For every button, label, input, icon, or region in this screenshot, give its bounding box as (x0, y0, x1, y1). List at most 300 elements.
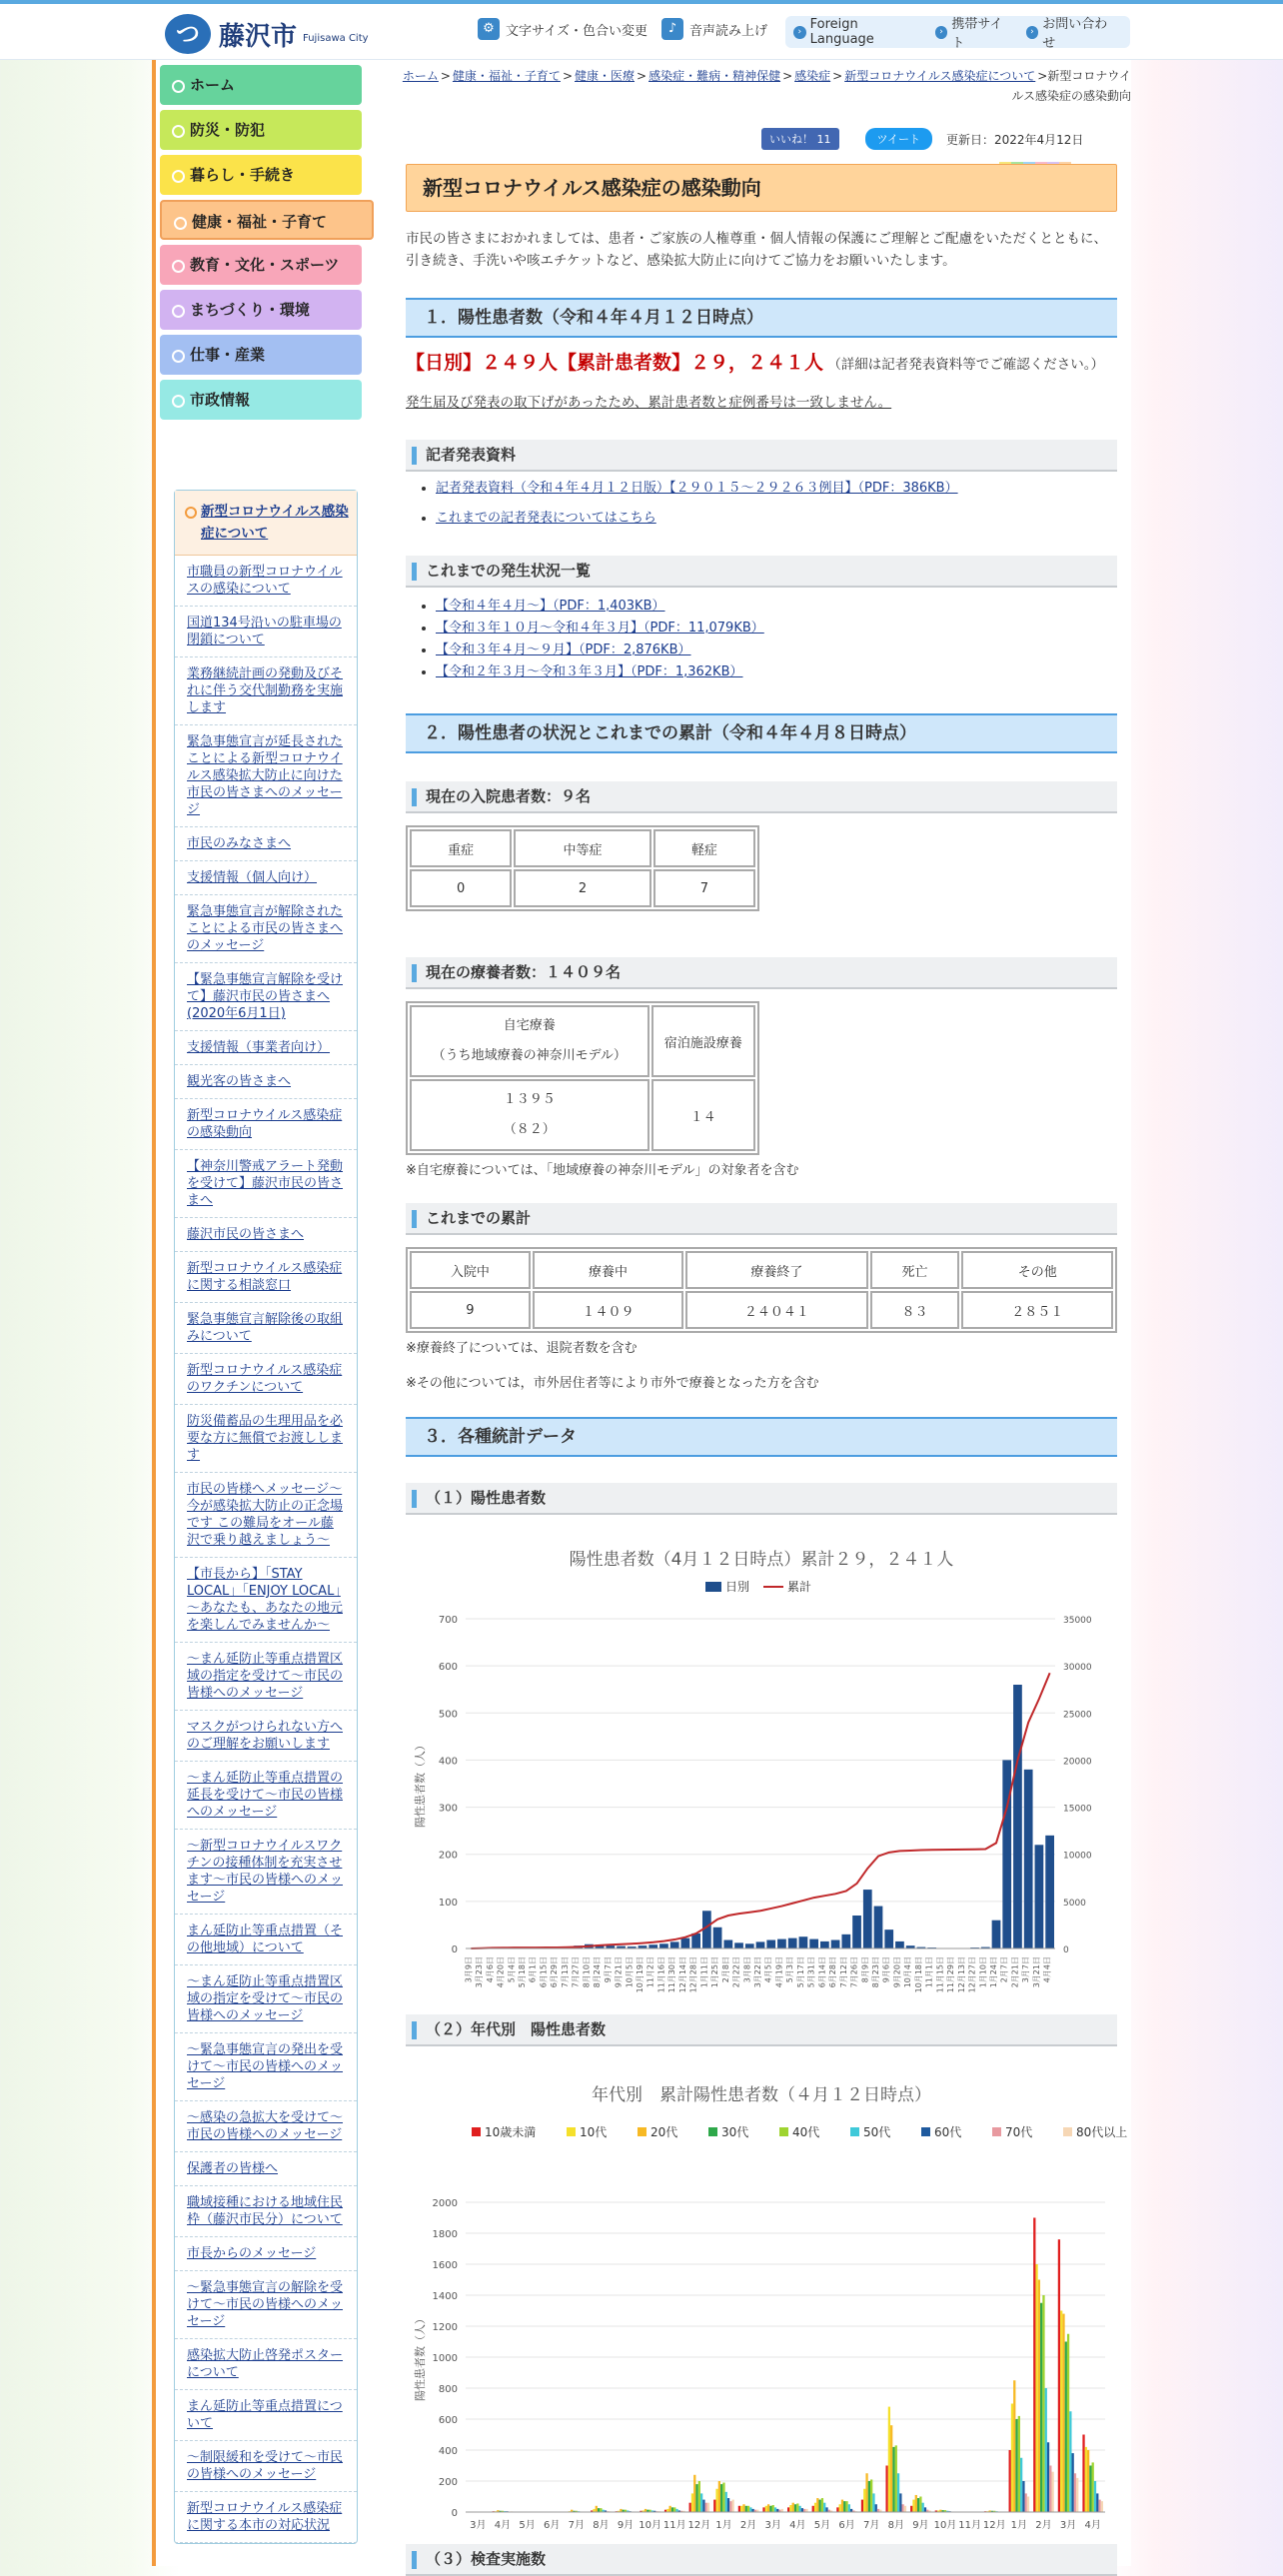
chevron-right-icon: › (793, 26, 806, 39)
daily-bar (831, 1940, 840, 1948)
table-row (410, 1005, 755, 1077)
age-bar (798, 2506, 800, 2512)
daily-bar (670, 1941, 679, 1948)
sub-nav-item[interactable]: 新型コロナウイルス感染症に関する相談窓口 (175, 1252, 357, 1303)
y2-tick-label: 5000 (1063, 1899, 1086, 1909)
sub-nav-item[interactable]: 支援情報（個人向け） (175, 861, 357, 895)
x-tick-label: 1月24日 (989, 1956, 998, 1987)
age-bar (707, 2503, 709, 2512)
x-tick-label: 5月 (814, 2519, 830, 2531)
legend-label: 70代 (1005, 2125, 1032, 2139)
age-bar (1085, 2447, 1087, 2512)
age-bar (1045, 2388, 1047, 2512)
home-care-note: ※自宅療養については、「地域療養の神奈川モデル」の対象者を含む (406, 1159, 798, 1178)
sub-nav-item[interactable]: 【市長から】「STAY LOCAL」「ENJOY LOCAL」～あなたも、あなたの地元を楽しんでみませんか～ (175, 1558, 357, 1643)
x-tick-label: 1月11日 (699, 1956, 708, 1987)
sub-nav-item[interactable]: 新型コロナウイルス感染症の感染動向 (175, 1099, 357, 1150)
speaker-icon: ♪ (661, 18, 683, 40)
sub-nav-item[interactable]: まん延防止等重点措置について (175, 2390, 357, 2441)
x-tick-label: 3月7日 (1021, 1956, 1030, 1982)
age-bar (1047, 2442, 1049, 2512)
x-tick-label: 8月9日 (860, 1956, 869, 1982)
table-header: 重症 (410, 829, 512, 867)
age-bar (821, 2498, 823, 2512)
x-tick-label: 4月 (495, 2519, 511, 2531)
x-tick-label: 6月28日 (828, 1956, 837, 1987)
age-bar (841, 2500, 843, 2512)
age-bar (845, 2501, 847, 2512)
daily-bar (799, 1936, 808, 1948)
age-bar (1092, 2462, 1094, 2512)
age-bar (740, 2506, 742, 2512)
site-logo[interactable] (165, 14, 369, 54)
breadcrumb-separator: > (563, 69, 573, 83)
age-bar (702, 2500, 704, 2512)
history-pdf-link[interactable]: 【令和３年４月～９月】（PDF：2,876KB） (436, 643, 691, 657)
home-care-header: 自宅療養 (504, 1018, 556, 1033)
x-tick-label: 11月1日 (925, 1956, 934, 1987)
breadcrumb-separator: > (1037, 69, 1047, 83)
x-tick-label: 4月20日 (497, 1956, 506, 1987)
table-header: 軽症 (653, 829, 755, 867)
table-header: その他 (961, 1251, 1113, 1289)
nav-category[interactable]: 暮らし・手続き (160, 155, 362, 195)
table-header: 療養終了 (685, 1251, 867, 1289)
x-tick-label: 3月23日 (475, 1956, 484, 1987)
age-bar (691, 2493, 693, 2512)
y2-tick-label: 15000 (1063, 1805, 1092, 1815)
nav-category[interactable]: 教育・文化・スポーツ (160, 245, 362, 285)
home-care-heading: 現在の療養者数：１４０９名 (406, 957, 1117, 989)
x-tick-label: 9月7日 (604, 1956, 613, 1982)
x-tick-label: 11月 (958, 2519, 981, 2531)
legend-label-cumulative: 累計 (787, 1579, 811, 1594)
daily-bar (745, 1943, 754, 1948)
cumulative-heading: これまでの累計 (406, 1203, 1117, 1235)
list-item (436, 661, 764, 683)
legend-label-daily: 日別 (725, 1579, 749, 1594)
foreign-language-link[interactable] (793, 17, 923, 47)
x-tick-label: 1月 (715, 2519, 731, 2531)
sub-nav-item[interactable]: 緊急事態宣言が解除されたことによる市民の皆さまへのメッセージ (175, 895, 357, 963)
age-chart-heading: （２）年代別 陽性患者数 (406, 2014, 1117, 2046)
sub-nav-item[interactable]: ～新型コロナウイルスワクチンの接種体制を充実させます～市民の皆様へのメッセージ (175, 1830, 357, 1915)
sub-nav-item[interactable]: 感染拡大防止啓発ポスターについて (175, 2339, 357, 2390)
x-tick-label: 10月 (934, 2519, 957, 2531)
age-bar (598, 2508, 600, 2512)
x-tick-label: 2月21日 (1010, 1956, 1019, 1987)
age-bar (695, 2484, 697, 2512)
x-tick-label: 7月 (863, 2519, 879, 2531)
table-header: 療養中 (533, 1251, 684, 1289)
age-bar (722, 2483, 724, 2512)
header-links (785, 16, 1130, 48)
x-tick-label: 7月12日 (839, 1956, 848, 1987)
daily-bar (723, 1940, 732, 1948)
x-tick-label: 6月 (838, 2519, 854, 2531)
breadcrumb-link[interactable]: ホーム (403, 69, 439, 83)
age-bar (789, 2505, 791, 2512)
table-cell: ２４０４１ (685, 1291, 867, 1329)
daily-bar (992, 1921, 1001, 1948)
table-header: 宿泊施設療養 (651, 1005, 755, 1077)
nav-category[interactable]: 防災・防犯 (160, 110, 362, 150)
age-bar (1098, 2500, 1100, 2512)
sub-nav-item[interactable]: 緊急事態宣言が延長されたことによる新型コロナウイルス感染拡大防止に向けた市民の皆さまへのメッセージ (175, 725, 357, 827)
x-tick-label: 1月10日 (978, 1956, 987, 1987)
legend-label: 30代 (721, 2125, 748, 2139)
daily-bar (852, 1916, 861, 1948)
age-bar (1033, 2218, 1035, 2513)
breadcrumb-link[interactable]: 感染症 (794, 69, 830, 83)
x-tick-label: 7月26日 (850, 1956, 859, 1987)
sub-nav-item[interactable]: ～緊急事態宣言の発出を受けて～市民の皆様へのメッセージ (175, 2033, 357, 2101)
age-bar (669, 2506, 671, 2512)
sub-nav-item[interactable]: 市民の皆様へメッセージ～今が感染拡大防止の正念場です この難局をオール藤沢で乗り越えましょう～ (175, 1473, 357, 1558)
age-bar (1094, 2481, 1096, 2512)
legend-label: 40代 (792, 2125, 819, 2139)
daily-positive-chart (406, 1529, 1117, 2008)
y-tick-label: 100 (439, 1898, 458, 1909)
table-cell: １４０９ (533, 1291, 684, 1329)
age-bar (596, 2506, 598, 2512)
age-bar (1011, 2404, 1013, 2513)
sub-nav-item[interactable]: 防災備蓄品の生理用品を必要な方に無償でお渡しします (175, 1405, 357, 1473)
age-bar (1020, 2458, 1022, 2512)
age-bar (868, 2481, 870, 2512)
positive-chart-heading: （１）陽性患者数 (406, 1483, 1117, 1515)
age-bar (1009, 2450, 1011, 2512)
chart-title: 年代別 累計陽性患者数（４月１２日時点） (592, 2084, 931, 2105)
age-bar (848, 2504, 850, 2512)
table-cell: 0 (410, 869, 512, 907)
daily-bar (820, 1941, 829, 1948)
withdraw-note: 発生届及び発表の取下げがあったため、累計患者数と症例番号は一致しません。 (406, 392, 1117, 414)
sub-nav-item[interactable]: 支援情報（事業者向け） (175, 1031, 357, 1065)
daily-bar (691, 1933, 700, 1948)
section-heading-positive: １．陽性患者数（令和４年４月１２日時点） (406, 298, 1117, 338)
age-bar (885, 2466, 887, 2513)
daily-bar (884, 1930, 893, 1948)
sub-nav-item[interactable]: 市職員の新型コロナウイルスの感染について (175, 556, 357, 607)
age-bar (769, 2506, 771, 2512)
gear-icon: ⚙ (478, 18, 500, 40)
age-bar (1060, 2311, 1062, 2513)
sub-nav-item[interactable]: ～制限緩和を受けて～市民の皆様へのメッセージ (175, 2441, 357, 2492)
table-row (410, 1079, 755, 1151)
text-size-color-button[interactable] (478, 18, 647, 40)
x-tick-label: 6月15日 (539, 1956, 548, 1987)
sub-nav-item[interactable]: ～緊急事態宣言の解除を受けて～市民の皆様へのメッセージ (175, 2271, 357, 2339)
age-bar (1101, 2501, 1103, 2512)
facebook-like-button[interactable]: いいね！ 11 (761, 128, 839, 150)
x-tick-label: 3月 (470, 2519, 486, 2531)
text-size-label: 文字サイズ・色合い変更 (506, 20, 647, 39)
age-bar (1074, 2473, 1076, 2512)
daily-bar (788, 1938, 797, 1948)
breadcrumb-link[interactable]: 健康・福祉・子育て (453, 69, 561, 83)
age-bar (774, 2507, 776, 2512)
age-bar (762, 2507, 764, 2512)
age-bar (693, 2475, 695, 2512)
x-tick-label: 4月 (1085, 2519, 1101, 2531)
age-bar (899, 2493, 901, 2512)
age-bar (1042, 2295, 1044, 2512)
breadcrumb-separator: > (441, 69, 451, 83)
age-bar (767, 2504, 769, 2512)
x-tick-label: 5月17日 (796, 1956, 805, 1987)
y-tick-label: 0 (452, 1944, 458, 1955)
sub-nav-item[interactable]: 国道134号沿いの駐車場の閉鎖について (175, 607, 357, 657)
table-row (410, 1291, 1113, 1329)
sub-navigation (174, 490, 358, 2544)
city-name: 藤沢市 (219, 16, 297, 53)
y-tick-label: 1200 (433, 2322, 458, 2333)
legend-swatch (567, 2127, 576, 2136)
age-bar (1049, 2466, 1051, 2513)
breadcrumb-current: 新型コロナウイルス感染症の感染動向 (1011, 69, 1131, 103)
press-release-pdf-link[interactable]: 記者発表資料（令和４年４月１２日版）【２９０１５～２９２６３例目】（PDF：386KB） (436, 481, 958, 496)
x-tick-label: 8月24日 (593, 1956, 602, 1987)
sub-nav-item[interactable]: 保護者の皆様へ (175, 2152, 357, 2186)
sub-nav-item[interactable]: 藤沢市民の皆さまへ (175, 1218, 357, 1252)
history-pdf-link[interactable]: 【令和４年４月～】（PDF：1,403KB） (436, 599, 665, 614)
x-tick-label: 2月8日 (721, 1956, 730, 1982)
x-tick-label: 9月20日 (892, 1956, 901, 1987)
age-bar (1027, 2497, 1029, 2513)
sub-nav-heading-link[interactable]: 新型コロナウイルス感染症について (201, 504, 349, 542)
sub-nav-item[interactable]: 緊急事態宣言解除後の取組みについて (175, 1303, 357, 1354)
age-bar (892, 2447, 894, 2512)
updated-date: 更新日：2022年4月12日 (946, 131, 1083, 148)
legend-swatch (472, 2127, 481, 2136)
sub-nav-item[interactable]: 【緊急事態宣言解除を受けて】藤沢市民の皆さまへ(2020年6月1日) (175, 963, 357, 1031)
chevron-right-icon: › (935, 26, 948, 39)
age-bar (801, 2508, 803, 2512)
age-bar (742, 2504, 744, 2512)
hospitalized-heading: 現在の入院患者数：９名 (406, 781, 1117, 813)
age-bar (1082, 2435, 1084, 2513)
list-item (436, 596, 764, 618)
x-tick-label: 4月6日 (486, 1956, 495, 1982)
x-tick-label: 5月4日 (507, 1956, 516, 1982)
header (0, 0, 1283, 60)
table-cell: 9 (410, 1291, 531, 1329)
age-bar (700, 2493, 702, 2512)
x-tick-label: 10月19日 (636, 1956, 644, 1992)
sub-nav-item[interactable]: まん延防止等重点措置（その他地域）について (175, 1915, 357, 1965)
legend-swatch (779, 2127, 788, 2136)
x-tick-label: 6月14日 (817, 1956, 826, 1987)
y-tick-label: 1400 (433, 2291, 458, 2302)
x-tick-label: 3月8日 (742, 1956, 751, 1982)
breadcrumb-separator: > (782, 69, 792, 83)
daily-bar (659, 1943, 668, 1948)
age-bar (1076, 2478, 1078, 2512)
age-bar (865, 2473, 867, 2512)
x-tick-label: 12月 (687, 2519, 710, 2531)
nav-category[interactable]: まちづくり・環境 (160, 290, 362, 330)
contact-label: お問い合わせ (1042, 13, 1118, 51)
age-bar (825, 2507, 827, 2512)
legend-label: 10代 (580, 2125, 607, 2139)
age-bar (1096, 2493, 1098, 2512)
age-bar (836, 2507, 838, 2512)
age-bar (890, 2425, 892, 2512)
sub-nav-item[interactable]: 【神奈川警戒アラート発動を受けて】藤沢市民の皆さまへ (175, 1150, 357, 1218)
age-bar (718, 2481, 720, 2512)
table-header: 入院中 (410, 1251, 531, 1289)
legend-swatch (1063, 2127, 1072, 2136)
age-bar (729, 2501, 731, 2512)
nav-category[interactable]: 仕事・産業 (160, 335, 362, 375)
sub-nav-item[interactable]: 市長からのメッセージ (175, 2237, 357, 2271)
y-tick-label: 300 (439, 1804, 458, 1815)
history-pdf-link[interactable]: 【令和２年３月～令和３年３月】（PDF：1,362KB） (436, 664, 743, 679)
x-tick-label: 3月9日 (464, 1956, 473, 1982)
sub-nav-item[interactable]: 新型コロナウイルス感染症のワクチンについて (175, 1354, 357, 1405)
positive-count-note: （詳細は記者発表資料等でご確認ください。） (827, 357, 1104, 373)
age-bar (1015, 2419, 1017, 2512)
age-bar (1051, 2472, 1053, 2512)
city-name-en: Fujisawa City (303, 33, 369, 44)
age-bar (818, 2500, 820, 2512)
y-tick-label: 400 (439, 2446, 458, 2457)
age-bar (738, 2506, 740, 2512)
y-tick-label: 200 (439, 2477, 458, 2488)
y-tick-label: 1600 (433, 2260, 458, 2271)
sub-nav-item[interactable]: 観光客の皆さまへ (175, 1065, 357, 1099)
age-bar (814, 2503, 816, 2512)
sub-nav-item[interactable]: ～感染の急拡大を受けて～市民の皆様へのメッセージ (175, 2101, 357, 2152)
sub-nav-item[interactable]: ～まん延防止等重点措置の延長を受けて～市民の皆様へのメッセージ (175, 1762, 357, 1830)
age-bar (731, 2500, 733, 2512)
age-bar (919, 2497, 921, 2513)
table-row (410, 869, 755, 907)
x-tick-label: 10月5日 (625, 1956, 634, 1987)
legend-label: 10歳未満 (485, 2124, 536, 2139)
x-tick-label: 11月16日 (656, 1956, 665, 1992)
nav-category[interactable]: 市政情報 (160, 380, 362, 420)
x-tick-label: 10月18日 (914, 1956, 923, 1992)
age-bar (1072, 2453, 1074, 2512)
age-bar (910, 2506, 912, 2512)
history-heading: これまでの発生状況一覧 (406, 556, 1117, 588)
age-bar (1038, 2280, 1040, 2513)
age-bar (727, 2498, 729, 2512)
age-bar (698, 2481, 700, 2512)
age-bar (897, 2473, 899, 2512)
daily-bar (766, 1940, 775, 1948)
sub-nav-item[interactable]: マスクがつけられない方へのご理解をお願いします (175, 1711, 357, 1762)
read-aloud-label: 音声読み上げ (689, 20, 767, 39)
foreign-language-label: Foreign Language (810, 17, 923, 47)
y-tick-label: 600 (439, 1662, 458, 1673)
press-heading: 記者発表資料 (406, 440, 1117, 472)
x-tick-label: 4月19日 (774, 1956, 783, 1987)
table-header (410, 1005, 649, 1077)
y2-tick-label: 30000 (1063, 1663, 1092, 1673)
list-item (436, 506, 958, 532)
age-bar (689, 2503, 691, 2512)
x-tick-label: 3月22日 (753, 1956, 762, 1987)
sub-nav-item[interactable]: ～まん延防止等重点措置区域の指定を受けて～市民の皆様へのメッセージ (175, 1965, 357, 2033)
home-care-subvalue: （８２） (504, 1122, 556, 1137)
mobile-site-link[interactable] (935, 13, 1014, 51)
age-bar (863, 2489, 865, 2512)
read-aloud-button[interactable] (661, 18, 767, 40)
x-tick-label: 8月 (593, 2519, 609, 2531)
tweet-button[interactable]: ツイート (865, 128, 932, 150)
legend-label: 80代以上 (1076, 2124, 1127, 2139)
legend-swatch (992, 2127, 1001, 2136)
x-tick-label: 2月 (1035, 2519, 1051, 2531)
x-tick-label: 3月 (1060, 2519, 1076, 2531)
daily-bar (648, 1944, 657, 1948)
x-tick-label: 10月4日 (903, 1956, 912, 1987)
sub-nav-item[interactable]: 職域接種における地域住民枠（藤沢市民分）について (175, 2186, 357, 2237)
age-bar (912, 2500, 914, 2512)
nav-category[interactable]: ホーム (160, 65, 362, 105)
x-tick-label: 4月4日 (1043, 1956, 1052, 1982)
home-care-table (406, 1001, 759, 1155)
age-bar (673, 2507, 675, 2512)
legend-swatch (921, 2127, 930, 2136)
breadcrumb-link[interactable]: 感染症・難病・精神保健 (648, 69, 780, 83)
x-tick-label: 12月 (983, 2519, 1006, 2531)
daily-bar (1024, 1770, 1033, 1948)
history-pdf-link[interactable]: 【令和３年１０月～令和４年３月】（PDF：11,079KB） (436, 621, 764, 636)
y-tick-label: 1000 (433, 2353, 458, 2364)
age-bar (787, 2507, 789, 2512)
age-bar (1022, 2481, 1024, 2512)
x-tick-label: 5月 (519, 2519, 535, 2531)
x-tick-label: 2月22日 (732, 1956, 741, 1987)
daily-bar (756, 1941, 765, 1948)
sub-nav-heading (175, 491, 357, 556)
sub-nav-item[interactable]: 業務継続計画の発動及びそれに伴う交代制勤務を実施します (175, 657, 357, 725)
age-bar (839, 2504, 841, 2512)
age-bar (901, 2504, 903, 2512)
sub-nav-item[interactable]: ～まん延防止等重点措置区域の指定を受けて～市民の皆様へのメッセージ (175, 1643, 357, 1711)
x-tick-label: 11月2日 (646, 1956, 655, 1987)
legend-swatch-daily (705, 1582, 721, 1592)
age-bar (725, 2492, 727, 2512)
breadcrumb-separator: > (637, 69, 646, 83)
table-cell: ８３ (870, 1291, 960, 1329)
age-bar (792, 2503, 794, 2512)
x-tick-label: 8月 (888, 2519, 904, 2531)
x-tick-label: 4月 (789, 2519, 805, 2531)
sub-nav-item[interactable]: 新型コロナウイルス感染症に関する本市の対応状況 (175, 2492, 357, 2543)
y-tick-label: 2000 (433, 2198, 458, 2209)
x-tick-label: 2月7日 (1000, 1956, 1009, 1982)
age-bar (823, 2503, 825, 2512)
sub-nav-item[interactable]: 市民のみなさまへ (175, 827, 357, 861)
past-press-link[interactable]: これまでの記者発表についてはこちら (436, 511, 656, 526)
legend-swatch (708, 2127, 717, 2136)
breadcrumb-link[interactable]: 健康・医療 (575, 69, 635, 83)
age-bar (720, 2484, 722, 2512)
y2-tick-label: 25000 (1063, 1710, 1092, 1720)
y-axis-label: 陽性患者数（人） (413, 2313, 427, 2401)
breadcrumb-link[interactable]: 新型コロナウイルス感染症について (844, 69, 1035, 83)
age-bar (924, 2507, 926, 2512)
nav-category[interactable]: 健康・福祉・子育て (160, 200, 374, 240)
table-cell: １４ (651, 1079, 755, 1151)
contact-link[interactable] (1026, 13, 1118, 51)
y-tick-label: 0 (452, 2508, 458, 2519)
